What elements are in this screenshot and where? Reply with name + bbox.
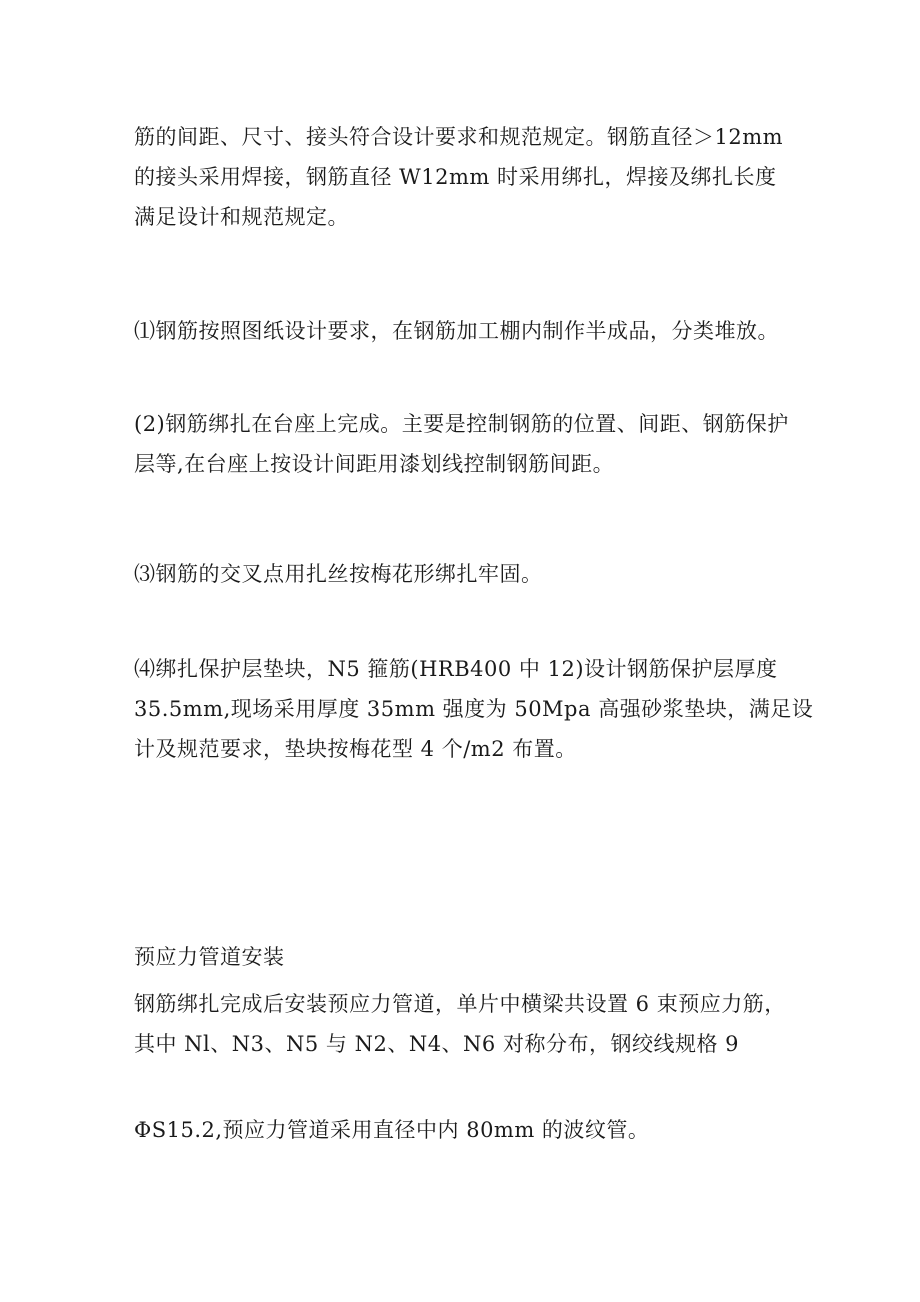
text-line: ΦS15.2,预应力管道采用直径中内 80mm 的波纹管。 — [134, 1118, 650, 1142]
paragraph-item-4 — [134, 649, 814, 769]
paragraph-rebar-spacing — [134, 117, 794, 237]
text-line: 满足设计和规范规定。 — [134, 205, 349, 229]
text-line: 筋的间距、尺寸、接头符合设计要求和规范规定。钢筋直径＞12mm — [134, 125, 784, 149]
section-heading — [134, 937, 794, 977]
text-line: (2)钢筋绑扎在台座上完成。主要是控制钢筋的位置、间距、钢筋保护 — [134, 412, 789, 436]
paragraph-item-2 — [134, 404, 794, 484]
paragraph-prestress-duct — [134, 984, 794, 1064]
paragraph-item-3 — [134, 554, 794, 594]
text-line: ⑶钢筋的交叉点用扎丝按梅花形绑扎牢固。 — [134, 562, 543, 586]
paragraph-strand-spec — [134, 1110, 794, 1150]
text-line: 钢筋绑扎完成后安装预应力管道，单片中横梁共设置 6 束预应力筋， — [134, 992, 786, 1016]
paragraph-item-1 — [134, 311, 794, 351]
heading-text: 预应力管道安装 — [134, 945, 285, 969]
text-line: 其中 Nl、N3、N5 与 N2、N4、N6 对称分布，钢绞线规格 9 — [134, 1032, 740, 1056]
text-line: 35.5mm,现场采用厚度 35mm 强度为 50Mpa 高强砂浆垫块，满足设 — [134, 697, 814, 721]
text-line: 计及规范要求，垫块按梅花型 4 个/m2 布置。 — [134, 737, 577, 761]
text-line: 的接头采用焊接，钢筋直径 W12mm 时采用绑扎，焊接及绑扎长度 — [134, 165, 777, 189]
text-line: ⑴钢筋按照图纸设计要求，在钢筋加工棚内制作半成品，分类堆放。 — [134, 319, 779, 343]
text-line: 层等,在台座上按设计间距用漆划线控制钢筋间距。 — [134, 452, 615, 476]
text-line: ⑷绑扎保护层垫块，N5 箍筋(HRB400 中 12)设计钢筋保护层厚度 — [134, 657, 778, 681]
